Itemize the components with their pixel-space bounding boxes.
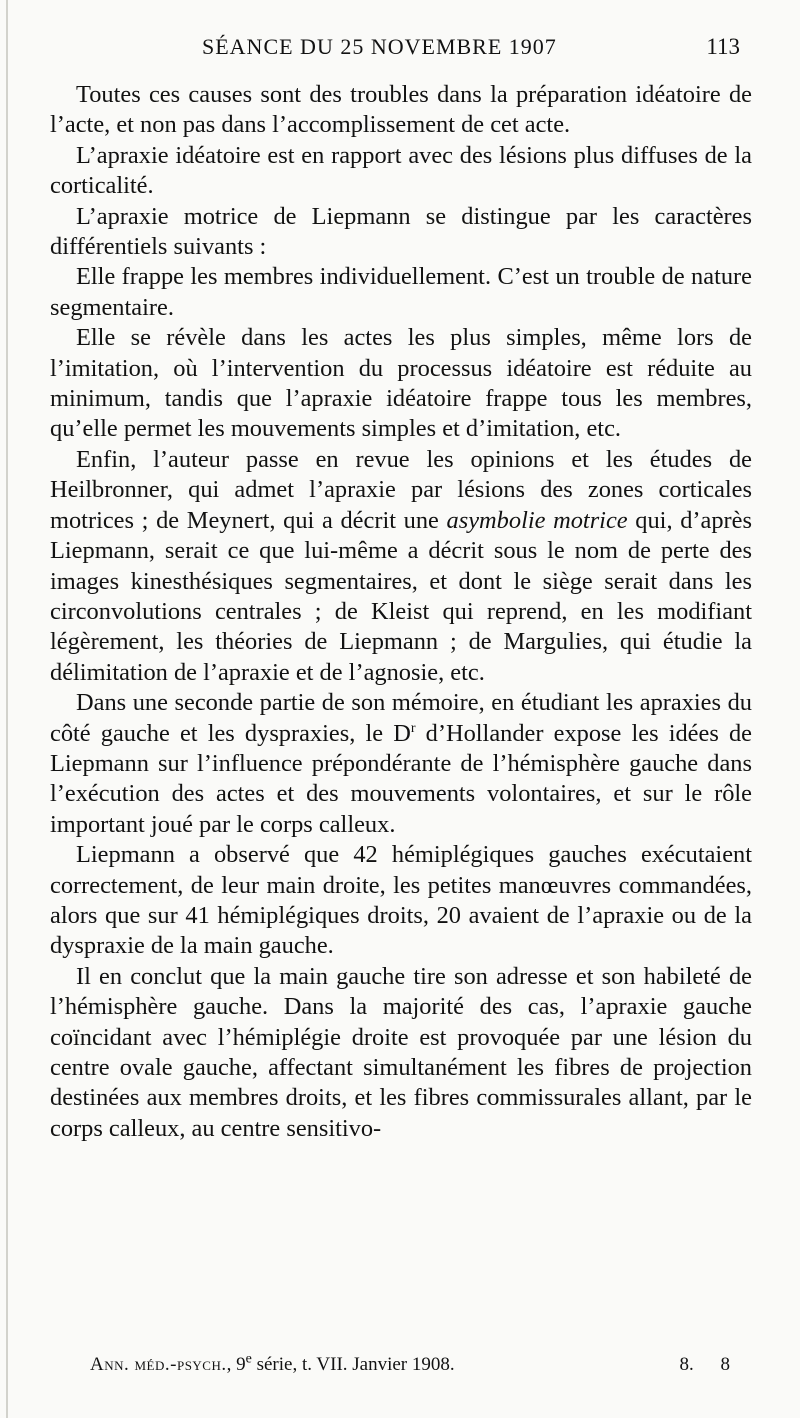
body-text	[50, 80, 752, 1144]
paragraph-text: d’Hollander expose les idées de Liepmann sur l’influence prépondérante de l’hémisphère gauche dans l’exécution des actes et des mouvements volontaires, et sur le rôle important joué par le corps calleux.	[50, 719, 752, 838]
paragraph-text: Dans une seconde partie de son mémoire, en étudiant les apraxies du côté gauche et les dyspraxies, le D	[50, 689, 752, 747]
series-number: 9	[236, 1354, 246, 1375]
superscript: e	[245, 1351, 252, 1367]
page-number: 113	[706, 34, 740, 59]
signature-mark: 8. 8	[679, 1354, 730, 1375]
citation-rest: série, t. VII. Janvier 1908.	[251, 1354, 455, 1375]
running-head: SÉANCE DU 25 NOVEMBRE 1907	[202, 34, 557, 59]
paragraph: Liepmann a observé que 42 hémiplégiques gauches exécutaient correctement, de leur main droite, les petites manœuvres commandées, alors que sur 41 hémiplégiques droits, 20 avaient de l’apraxie ou de la dyspraxie de la main gauche.	[50, 841, 752, 960]
paragraph	[50, 445, 752, 688]
paragraph-text: qui, d’après Liepmann, serait ce que lui-même a décrit sous le nom de perte des images kinesthésiques segmentaires, et dont le siège serait dans les circonvolutions centrales ; de Kleist qui reprend, en les modifiant légèrement, les théories de Liepmann ; de Margulies, qui étudie la délimitation de l’apraxie et de l’agnosie, etc.	[50, 506, 752, 686]
journal-citation: Ann. méd.-psych., 9e série, t. VII. Janvier 1908.	[90, 1351, 455, 1375]
paragraph: L’apraxie motrice de Liepmann se distingue par les caractères différentiels suivants :	[50, 202, 752, 261]
italic-term: asymbolie motrice	[446, 506, 628, 534]
paragraph: Elle se révèle dans les actes les plus simples, même lors de l’imitation, où l’intervention du processus idéatoire est réduite au minimum, tandis que l’apraxie idéatoire frappe tous les membres, qu’elle permet les mouvements simples et d’imitation, etc.	[50, 324, 752, 443]
paragraph-text: Enfin, l’auteur passe en revue les opinions et les études de Heilbronner, qui admet l’apraxie par lésions des zones corticales motrices ; de Meynert, qui a décrit une	[50, 445, 752, 534]
paragraph	[50, 688, 752, 840]
page-footer	[90, 1351, 730, 1382]
paragraph: Il en conclut que la main gauche tire son adresse et son habileté de l’hémisphère gauche. Dans la majorité des cas, l’apraxie gauche coïncidant avec l’hémiplégie droite est provoquée par une lésion du centre ovale gauche, affectant simultanément les fibres de projection destinées aux membres droits, et les fibres commissurales allant, par le corps calleux, au centre sensitivo-	[50, 962, 752, 1142]
journal-name: Ann. méd.-psych.	[90, 1354, 227, 1375]
paragraph: Toutes ces causes sont des troubles dans la préparation idéatoire de l’acte, et non pas dans l’accomplissement de cet acte.	[50, 81, 752, 139]
page-header	[60, 34, 740, 66]
paragraph: L’apraxie idéatoire est en rapport avec des lésions plus diffuses de la corticalité.	[50, 141, 752, 200]
paragraph: Elle frappe les membres individuellement. C’est un trouble de nature segmentaire.	[50, 263, 752, 321]
superscript: r	[410, 720, 416, 736]
